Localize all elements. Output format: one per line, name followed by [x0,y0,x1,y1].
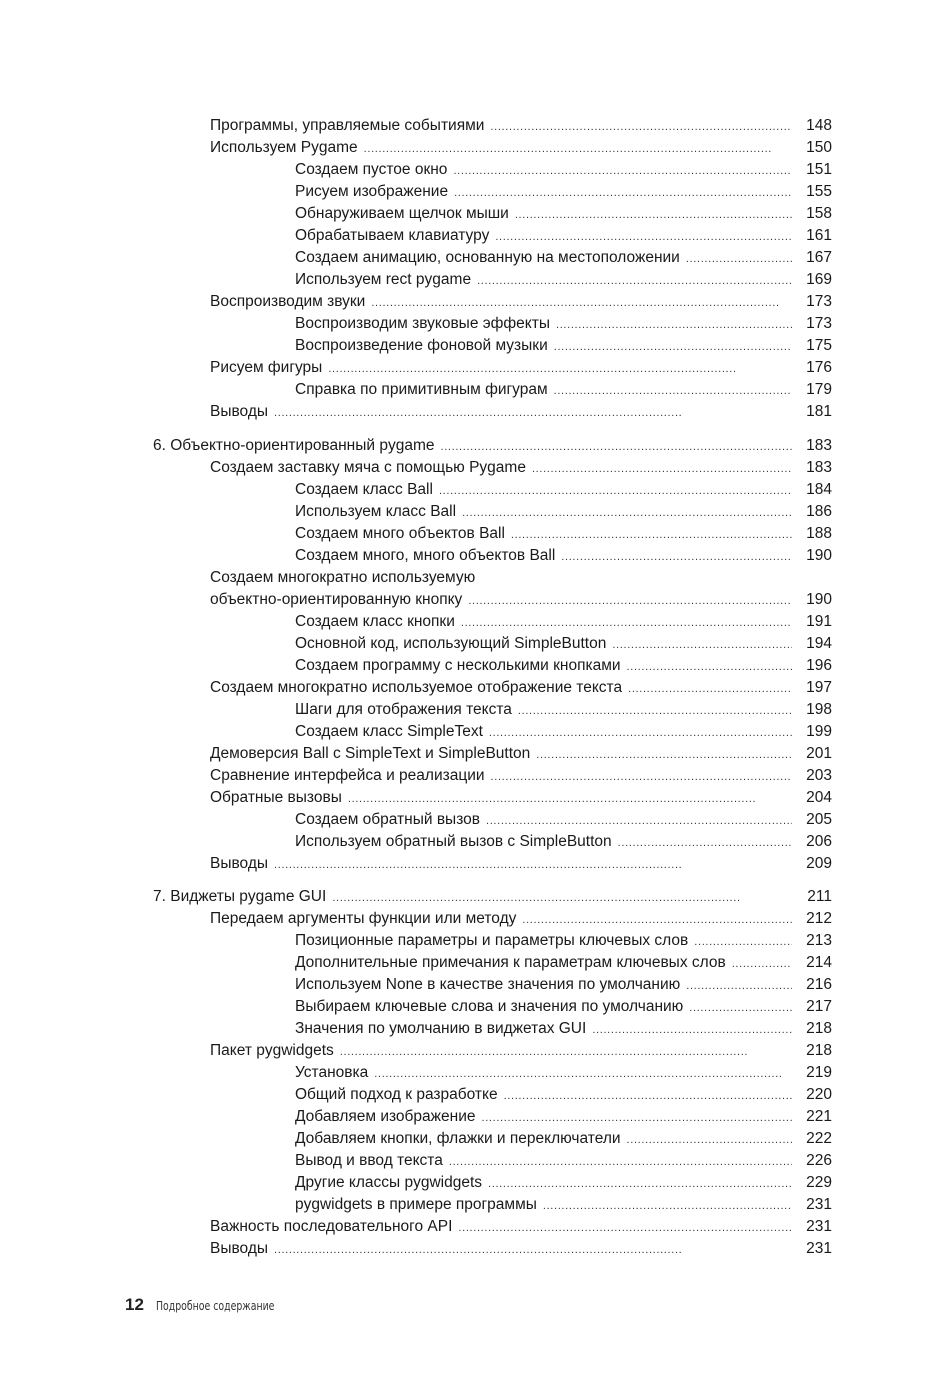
toc-entry-page: 181 [806,403,832,420]
toc-entry [295,313,832,335]
toc-entry-title: Создаем много, много объектов Ball [295,547,556,564]
toc-entry-page: 231 [806,1218,832,1235]
toc-entry-title: Обнаруживаем щелчок мыши [295,205,509,222]
toc-entry-title: Дополнительные примечания к параметрам ключевых слов [295,954,726,971]
dot-leader [482,1107,793,1129]
toc-entry-page: 221 [806,1108,832,1125]
toc-entry [295,1062,832,1084]
toc-entry [210,291,832,313]
dot-leader [454,182,792,204]
dot-leader [612,634,792,656]
running-footer-title: Подробное содержание [155,1299,275,1313]
toc-entry [295,247,832,269]
toc-entry-page: 206 [806,833,832,850]
toc-entry [295,721,832,743]
toc-entry-page: 179 [806,381,832,398]
toc-entry [295,633,832,655]
dot-leader [458,1217,792,1239]
toc-entry-page: 217 [806,998,832,1015]
dot-leader [490,116,792,138]
toc-entry-page: 197 [806,679,832,696]
toc-entry [295,1172,832,1194]
dot-leader [686,248,792,270]
dot-leader [340,1041,792,1063]
toc-entry-title: Выбираем ключевые слова и значения по умолчанию [295,998,684,1015]
toc-entry-title: Рисуем изображение [295,183,449,200]
toc-entry-title: Значения по умолчанию в виджетах GUI [295,1020,587,1037]
toc-entry-page: 211 [807,888,832,905]
toc-entry-title: Программы, управляемые событиями [210,117,485,134]
toc-entry-title: Другие классы pygwidgets [295,1174,483,1191]
toc-entry-page: 183 [806,459,832,476]
toc-entry-page: 173 [806,293,832,310]
dot-leader [732,953,792,975]
toc-entry [295,335,832,357]
dot-leader [495,226,792,248]
toc-entry [295,1150,832,1172]
toc-entry [210,589,832,611]
toc-entry [210,1040,832,1062]
toc-entry-title: Сравнение интерфейса и реализации [210,767,485,784]
toc-entry [210,853,832,875]
toc-entry [210,677,832,699]
dot-leader [440,436,792,458]
toc-entry-title: Создаем многократно используемую [210,569,476,586]
toc-entry [210,567,832,589]
toc-entry [295,699,832,721]
dot-leader [488,1173,792,1195]
toc-entry-page: 199 [806,723,832,740]
toc-entry-page: 175 [806,337,832,354]
toc-entry-page: 231 [806,1240,832,1257]
toc-entry-page: 216 [806,976,832,993]
toc-entry-title: Общий подход к разработке [295,1086,498,1103]
toc-entry-page: 151 [806,161,832,178]
toc-entry-page: 191 [806,613,832,630]
toc-entry-title: Создаем класс кнопки [295,613,455,630]
dot-leader [274,1239,792,1261]
toc-entry-page: 198 [806,701,832,718]
dot-leader [274,854,792,876]
toc-entry-page: 209 [806,855,832,872]
toc-entry-title: Обрабатываем клавиатуру [295,227,490,244]
toc-chapter-entry [153,435,832,457]
dot-leader [328,358,792,380]
toc-entry-page: 220 [806,1086,832,1103]
toc-entry [210,1238,832,1260]
toc-entry [295,269,832,291]
dot-leader [627,1129,792,1151]
toc-entry [210,401,832,423]
toc-entry [210,743,832,765]
toc-entry-title: Используем Pygame [210,139,358,156]
dot-leader [468,590,792,612]
dot-leader [477,270,792,292]
toc-entry [295,1128,832,1150]
dot-leader [486,810,792,832]
toc-entry-title: 7. Виджеты pygame GUI [153,888,327,905]
toc-entry-title: Используем rect pygame [295,271,472,288]
toc-entry-title: Создаем много объектов Ball [295,525,505,542]
toc-entry [210,1216,832,1238]
toc-entry-title: Создаем анимацию, основанную на местоположении [295,249,680,266]
toc-entry [295,1106,832,1128]
toc-entry-page: 158 [806,205,832,222]
dot-leader [439,480,792,502]
toc-entry-page: 218 [806,1020,832,1037]
dot-leader [461,612,792,634]
dot-leader [618,832,792,854]
dot-leader [274,402,792,424]
dot-leader [627,656,792,678]
toc-entry-title: Справка по примитивным фигурам [295,381,548,398]
toc-entry-title: Создаем программу с несколькими кнопками [295,657,621,674]
toc-entry-page: 212 [806,910,832,927]
toc-entry-page: 184 [806,481,832,498]
toc-entry-title: Основной код, использующий SimpleButton [295,635,607,652]
toc-entry-page: 231 [806,1196,832,1213]
toc-entry-title: pygwidgets в примере программы [295,1196,537,1213]
dot-leader [453,160,792,182]
dot-leader [348,788,792,810]
toc-entry-page: 155 [806,183,832,200]
toc-entry-title: Создаем многократно используемое отображение текста [210,679,623,696]
toc-entry [295,181,832,203]
dot-leader [491,766,792,788]
toc-entry-title: Добавляем кнопки, флажки и переключатели [295,1130,621,1147]
toc-entry [210,137,832,159]
toc-entry [295,1084,832,1106]
toc-entry [295,479,832,501]
toc-entry [295,974,832,996]
dot-leader [556,314,792,336]
toc-entry-page: 229 [806,1174,832,1191]
toc-entry [295,225,832,247]
dot-leader [536,744,792,766]
toc-entry-page: 150 [806,139,832,156]
toc-entry-title: Вывод и ввод текста [295,1152,443,1169]
toc-entry-title: Позиционные параметры и параметры ключевых слов [295,932,689,949]
toc-entry-title: 6. Объектно-ориентированный pygame [153,437,435,454]
toc-entry [295,523,832,545]
toc-entry [295,930,832,952]
toc-entry-title: Создаем класс Ball [295,481,433,498]
toc-entry-page: 167 [806,249,832,266]
toc-entry-title: Создаем заставку мяча с помощью Pygame [210,459,526,476]
dot-leader [561,546,792,568]
toc-entry-page: 213 [806,932,832,949]
toc-entry-page: 196 [806,657,832,674]
toc-entry-title: Создаем обратный вызов [295,811,480,828]
toc-entry [295,952,832,974]
toc-entry-title: Выводы [210,1240,269,1257]
dot-leader [504,1085,792,1107]
toc-entry-page: 183 [806,437,832,454]
toc-entry [295,1194,832,1216]
toc-entry-page: 201 [806,745,832,762]
toc-entry [295,379,832,401]
toc-entry [210,765,832,787]
toc-entry-page: 222 [806,1130,832,1147]
toc-entry [295,831,832,853]
page-footer [125,1295,308,1315]
dot-leader [515,204,792,226]
toc-entry-title: Рисуем фигуры [210,359,323,376]
toc-entry [295,203,832,225]
toc-entry [295,809,832,831]
toc-entry-title: Важность последовательного API [210,1218,453,1235]
page-number: 12 [125,1295,144,1314]
toc-entry-page: 204 [806,789,832,806]
toc-entry [295,159,832,181]
toc-entry-title: Воспроизведение фоновой музыки [295,337,548,354]
toc-entry-page: 214 [806,954,832,971]
dot-leader [449,1151,792,1173]
toc-entry-page: 219 [806,1064,832,1081]
toc-entry-title: Используем обратный вызов с SimpleButton [295,833,612,850]
toc-entry [210,787,832,809]
toc-entry [295,545,832,567]
toc-entry-page: 148 [806,117,832,134]
dot-leader [332,887,792,909]
toc-entry-title: Выводы [210,855,269,872]
toc-entry-page: 161 [806,227,832,244]
dot-leader [522,909,792,931]
dot-leader [689,997,792,1019]
toc-entry-page: 203 [806,767,832,784]
dot-leader [462,502,792,524]
toc-entry-title: Пакет pygwidgets [210,1042,334,1059]
dot-leader [694,931,792,953]
dot-leader [532,458,792,480]
toc-entry-title: Создаем класс SimpleText [295,723,483,740]
toc-entry-title: Используем None в качестве значения по умолчанию [295,976,681,993]
toc-entry-title: Воспроизводим звуки [210,293,366,310]
toc-entry-page: 190 [806,547,832,564]
toc-entry-page: 169 [806,271,832,288]
toc-entry [210,908,832,930]
dot-leader [554,336,792,358]
dot-leader [374,1063,792,1085]
dot-leader [511,524,792,546]
toc-entry [295,1018,832,1040]
toc-entry-title: Добавляем изображение [295,1108,476,1125]
toc-entry-title: Демоверсия Ball с SimpleText и SimpleButton [210,745,531,762]
toc-entry-page: 226 [806,1152,832,1169]
toc-entry-title: Шаги для отображения текста [295,701,512,718]
toc-entry-page: 218 [806,1042,832,1059]
toc-entry-title: Выводы [210,403,269,420]
dot-leader [628,678,792,700]
toc-entry-title: Обратные вызовы [210,789,342,806]
dot-leader [489,722,792,744]
toc-entry-page: 176 [806,359,832,376]
toc-entry-title: Создаем пустое окно [295,161,448,178]
toc-entry-title: Воспроизводим звуковые эффекты [295,315,550,332]
toc-entry-title: Используем класс Ball [295,503,457,520]
toc-entry-page: 188 [806,525,832,542]
dot-leader [364,138,792,160]
toc-entry [210,357,832,379]
toc-entry-title: Установка [295,1064,369,1081]
toc-entry [210,115,832,137]
toc-entry [295,655,832,677]
dot-leader [686,975,792,997]
dot-leader [518,700,792,722]
toc-chapter-entry [153,886,832,908]
dot-leader [543,1195,792,1217]
toc-entry [295,996,832,1018]
toc-entry [295,501,832,523]
toc-entry-page: 186 [806,503,832,520]
toc-entry [210,457,832,479]
toc-entry-page: 205 [806,811,832,828]
dot-leader [371,292,792,314]
toc-entry-title: Передаем аргументы функции или методу [210,910,517,927]
toc-entry-page: 173 [806,315,832,332]
toc-entry-page: 194 [806,635,832,652]
toc-entry [295,611,832,633]
dot-leader [592,1019,792,1041]
toc-entry-page: 190 [806,591,832,608]
dot-leader [554,380,792,402]
toc-entry-title: объектно-ориентированную кнопку [210,591,463,608]
